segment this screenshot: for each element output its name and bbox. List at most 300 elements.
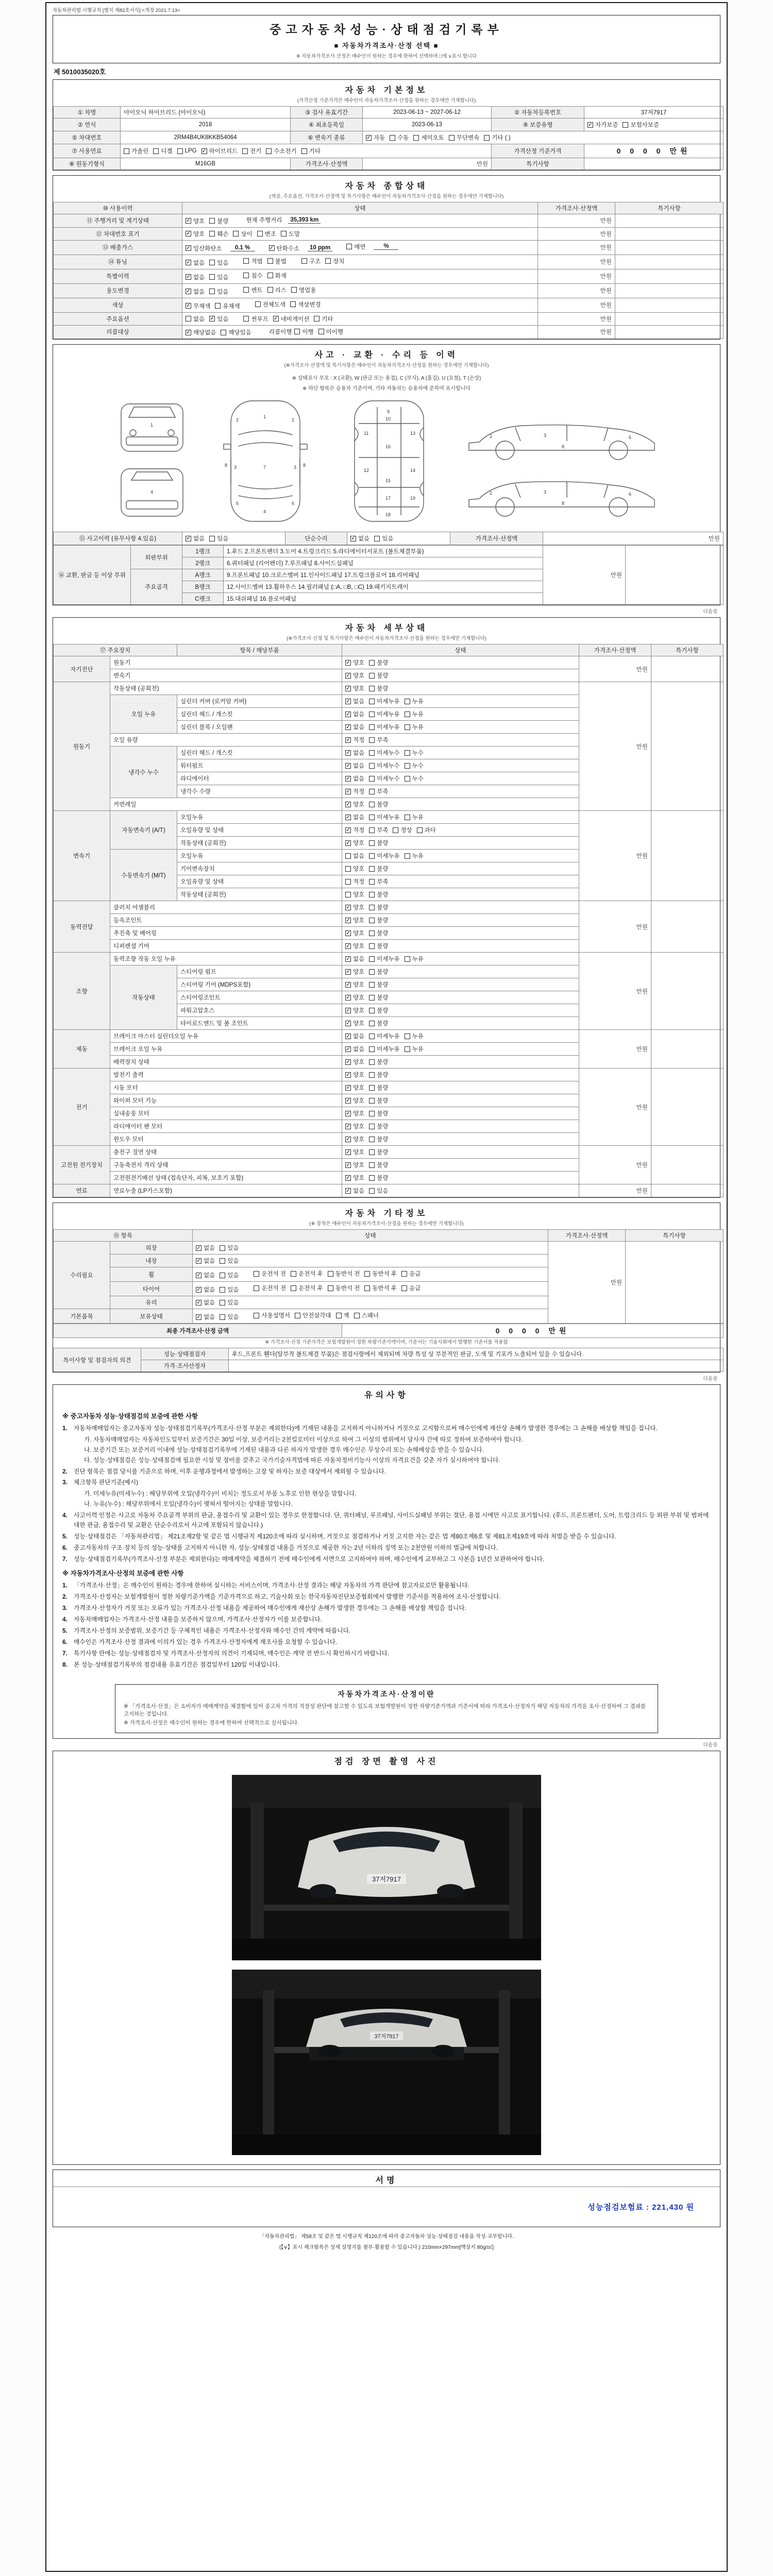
checkbox-label: 양호 <box>193 231 205 238</box>
option-group <box>345 735 393 744</box>
checkbox-option[interactable] <box>267 286 287 294</box>
checkbox-label: 없음 <box>204 1287 215 1293</box>
checkbox-icon <box>369 660 375 666</box>
accident-history-table <box>53 532 724 545</box>
checkbox-option[interactable] <box>328 1284 360 1292</box>
value-cell: 만원 <box>579 901 651 953</box>
checkbox-option[interactable] <box>295 1311 331 1319</box>
checkbox-option[interactable] <box>449 133 479 142</box>
checkbox-option[interactable] <box>405 710 424 718</box>
checkbox-option[interactable] <box>369 1174 388 1182</box>
value-cell: 충전구 절연 상태 <box>110 1146 342 1159</box>
checkbox-option[interactable] <box>369 658 388 667</box>
checkbox-label: 있음 <box>377 1188 389 1194</box>
checkbox-option[interactable] <box>413 133 444 142</box>
checkbox-option[interactable] <box>301 147 321 155</box>
checkbox-option[interactable] <box>369 1071 388 1079</box>
checkbox-option[interactable] <box>369 890 388 899</box>
checkbox-option[interactable] <box>405 749 424 757</box>
checkbox-icon <box>369 1059 375 1065</box>
checkbox-label: 구조 <box>309 258 321 265</box>
value-cell: 만원 <box>538 214 615 228</box>
checkbox-option[interactable] <box>345 774 364 783</box>
checkbox-option[interactable] <box>369 813 399 821</box>
checkbox-option[interactable] <box>369 710 399 718</box>
checkbox-option[interactable] <box>345 1109 364 1117</box>
checkbox-option[interactable] <box>243 286 262 294</box>
checkbox-option[interactable] <box>215 302 240 310</box>
checkbox-option[interactable] <box>220 1285 239 1294</box>
checkbox-option[interactable] <box>369 1083 388 1092</box>
checkbox-icon: ✓ <box>346 840 350 846</box>
checkbox-option[interactable] <box>267 272 287 280</box>
checkbox-option[interactable] <box>401 1269 421 1278</box>
next-page-link[interactable]: 다음장 <box>703 1742 717 1749</box>
option-group <box>345 903 393 912</box>
checkbox-option[interactable] <box>254 1269 286 1278</box>
checkbox-option[interactable] <box>369 1161 388 1169</box>
checkbox-icon <box>369 1033 375 1039</box>
checkbox-label: 없음 <box>193 260 205 266</box>
value-cell: 브레이크 오일 누유 <box>110 1043 342 1056</box>
checkbox-option[interactable] <box>345 1019 364 1027</box>
checkbox-option[interactable] <box>186 230 205 238</box>
checkbox-option[interactable] <box>369 1187 388 1195</box>
checkbox-option[interactable] <box>369 903 388 911</box>
checkbox-option[interactable] <box>369 993 388 1002</box>
svg-text:3: 3 <box>544 433 547 438</box>
value-cell <box>342 837 579 850</box>
checkbox-option[interactable] <box>186 273 205 281</box>
checkbox-option[interactable] <box>345 1148 364 1156</box>
checkbox-option[interactable] <box>345 903 364 911</box>
notice-item <box>62 1615 711 1624</box>
checkbox-option[interactable] <box>364 1284 397 1292</box>
checkbox-option[interactable] <box>484 133 510 142</box>
checkbox-icon: ✓ <box>346 1188 350 1194</box>
checkbox-label: 스패너 <box>361 1313 379 1319</box>
checkbox-icon: ✓ <box>186 218 191 224</box>
option-group <box>366 133 515 142</box>
checkbox-option[interactable] <box>369 942 388 950</box>
checkbox-label: 양호 <box>353 1124 365 1130</box>
checkbox-option[interactable] <box>345 890 364 899</box>
option-group <box>345 1083 393 1092</box>
checkbox-icon <box>405 711 410 717</box>
checkbox-option[interactable] <box>255 300 285 309</box>
checkbox-icon <box>243 273 249 278</box>
checkbox-option[interactable] <box>369 1045 399 1053</box>
checkbox-option[interactable] <box>345 1071 364 1079</box>
checkbox-option[interactable] <box>345 1032 364 1040</box>
checkbox-option[interactable] <box>196 1313 215 1321</box>
svg-text:3: 3 <box>234 465 237 470</box>
checkbox-option[interactable] <box>291 1269 323 1278</box>
checkbox-option[interactable] <box>345 839 364 847</box>
value-cell: 냉각수 수량 <box>177 785 342 798</box>
checkbox-option[interactable] <box>369 865 388 873</box>
checkbox-option[interactable] <box>369 955 399 963</box>
value-cell: 2RM4B4UK8KKB54064 <box>121 131 291 144</box>
svg-text:11: 11 <box>364 431 369 436</box>
checkbox-option[interactable] <box>301 257 321 265</box>
checkbox-option[interactable] <box>243 257 262 265</box>
option-group <box>345 980 393 989</box>
value-cell <box>193 1309 548 1324</box>
value-cell <box>342 1159 579 1172</box>
checkbox-option[interactable] <box>254 1284 286 1292</box>
document-title: 중고자동차성능·상태점검기록부 <box>270 23 503 36</box>
label-cell: ⑥ 변속기 종류 <box>291 131 363 144</box>
checkbox-option[interactable] <box>124 147 148 155</box>
checkbox-option[interactable] <box>369 1096 388 1105</box>
checkbox-option[interactable] <box>186 287 205 296</box>
checkbox-option[interactable] <box>369 877 388 886</box>
checkbox-label: 누수 <box>412 763 424 769</box>
checkbox-option[interactable] <box>209 259 228 267</box>
checkbox-option[interactable] <box>345 1135 364 1143</box>
checkbox-option[interactable] <box>220 1244 239 1252</box>
checkbox-icon <box>369 686 375 691</box>
checkbox-label: 불량 <box>377 1098 389 1104</box>
checkbox-icon <box>314 316 320 321</box>
checkbox-option[interactable] <box>405 955 424 963</box>
checkbox-icon: ✓ <box>346 904 350 910</box>
checkbox-option[interactable] <box>369 1109 388 1117</box>
checkbox-option[interactable] <box>623 121 659 129</box>
checkbox-option[interactable] <box>294 328 313 336</box>
label-cell: 가격조사·산정액 <box>291 158 363 170</box>
checkbox-option[interactable] <box>196 1271 215 1279</box>
checkbox-option[interactable] <box>369 1122 388 1130</box>
checkbox-option[interactable] <box>369 839 388 847</box>
notice-number: 3. <box>62 1479 68 1486</box>
option-group <box>345 787 393 796</box>
checkbox-option[interactable] <box>345 1045 364 1053</box>
checkbox-option[interactable] <box>374 534 393 543</box>
svg-text:16: 16 <box>385 444 391 449</box>
option-group <box>301 257 349 266</box>
checkbox-option[interactable] <box>350 534 369 543</box>
checkbox-option[interactable] <box>345 942 364 950</box>
option-group <box>350 534 398 543</box>
checkbox-option[interactable] <box>291 1284 323 1292</box>
checkbox-option[interactable] <box>369 800 388 808</box>
value-cell: 오일누유 <box>177 850 342 862</box>
checkbox-option[interactable] <box>177 148 197 154</box>
checkbox-icon <box>369 750 375 756</box>
value-cell <box>342 669 579 682</box>
label-cell: 2랭크 <box>182 557 224 569</box>
option-group <box>345 1031 428 1041</box>
checkbox-option[interactable] <box>345 993 364 1002</box>
checkbox-icon <box>281 231 287 236</box>
checkbox-icon <box>336 1313 342 1318</box>
checkbox-option[interactable] <box>186 217 205 225</box>
checkbox-option[interactable] <box>345 697 364 705</box>
checkbox-option[interactable] <box>369 852 399 860</box>
label-cell: 내장 <box>110 1255 193 1267</box>
checkbox-option[interactable] <box>369 1148 388 1156</box>
checkbox-option[interactable] <box>405 813 424 821</box>
checkbox-option[interactable] <box>345 980 364 989</box>
checkbox-option[interactable] <box>254 1311 290 1319</box>
checkbox-option[interactable] <box>186 302 210 310</box>
checkbox-option[interactable] <box>196 1257 215 1265</box>
checkbox-option[interactable] <box>281 230 300 238</box>
checkbox-option[interactable] <box>267 257 287 265</box>
value-cell <box>342 940 579 953</box>
checkbox-option[interactable] <box>369 968 388 976</box>
checkbox-option[interactable] <box>345 877 364 886</box>
value-cell <box>342 1094 579 1107</box>
next-page-link[interactable]: 다음장 <box>703 1376 717 1382</box>
checkbox-icon <box>369 827 375 833</box>
checkbox-option[interactable] <box>291 286 316 294</box>
label-cell: 작동상태 <box>110 965 177 1030</box>
checkbox-label: 불량 <box>377 982 389 988</box>
checkbox-option[interactable] <box>186 259 205 267</box>
checkbox-option[interactable] <box>345 1122 364 1130</box>
checkbox-icon <box>405 724 410 730</box>
checkbox-option[interactable] <box>345 800 364 808</box>
checkbox-option[interactable] <box>369 723 399 731</box>
checkbox-option[interactable] <box>369 749 399 757</box>
checkbox-option[interactable] <box>196 1298 215 1307</box>
checkbox-option[interactable] <box>209 287 228 296</box>
checkbox-label: 상이 <box>241 231 253 238</box>
option-group <box>186 287 233 296</box>
checkbox-option[interactable] <box>220 1271 239 1279</box>
checkbox-option[interactable] <box>369 787 388 795</box>
checkbox-option[interactable] <box>369 736 388 744</box>
checkbox-option[interactable] <box>405 1045 424 1053</box>
checkbox-option[interactable] <box>345 787 364 795</box>
checkbox-option[interactable] <box>393 826 412 834</box>
checkbox-option[interactable] <box>153 147 172 155</box>
checkbox-option[interactable] <box>364 1269 397 1278</box>
checkbox-option[interactable] <box>290 300 321 309</box>
checkbox-option[interactable] <box>369 929 388 937</box>
checkbox-option[interactable] <box>354 1311 379 1319</box>
checkbox-option[interactable] <box>325 257 344 265</box>
checkbox-option[interactable] <box>209 315 228 323</box>
checkbox-label: 하이브리드 <box>209 148 238 155</box>
option-group <box>186 534 233 543</box>
section-signature <box>53 2170 720 2227</box>
value-cell <box>342 721 579 734</box>
checkbox-option[interactable] <box>242 147 261 155</box>
checkbox-option[interactable] <box>369 826 388 834</box>
checkbox-option[interactable] <box>417 826 436 834</box>
checkbox-icon <box>369 905 375 910</box>
label-cell: 가격조사·산정액 <box>538 202 615 214</box>
checkbox-option[interactable] <box>220 1313 239 1321</box>
checkbox-option[interactable] <box>405 1032 424 1040</box>
checkbox-label: 기타 <box>322 316 333 323</box>
svg-text:17: 17 <box>385 496 391 501</box>
checkbox-option[interactable] <box>345 852 364 860</box>
value-cell <box>342 785 579 798</box>
car-diagram-underbody-frame <box>335 397 443 526</box>
checkbox-option[interactable] <box>345 955 364 963</box>
option-group <box>345 1006 393 1015</box>
option-group <box>196 1256 243 1265</box>
checkbox-option[interactable] <box>201 147 238 155</box>
checkbox-option[interactable] <box>318 328 343 336</box>
checkbox-option[interactable] <box>390 133 409 142</box>
checkbox-option[interactable] <box>369 1058 388 1066</box>
checkbox-icon <box>364 1271 370 1277</box>
checkbox-option[interactable] <box>328 1269 360 1278</box>
checkbox-option[interactable] <box>405 723 424 731</box>
option-group <box>254 1283 425 1293</box>
checkbox-option[interactable] <box>196 1285 215 1294</box>
checkbox-label: 양호 <box>353 969 365 975</box>
checkbox-option[interactable] <box>273 315 310 323</box>
checkbox-option[interactable] <box>369 761 399 770</box>
option-group <box>124 146 325 156</box>
label-cell: 색상 <box>54 298 182 312</box>
value-cell: 라디에이터 팬 모터 <box>110 1120 342 1133</box>
checkbox-option[interactable] <box>209 217 228 225</box>
checkbox-option[interactable] <box>209 534 228 543</box>
checkbox-option[interactable] <box>345 671 364 680</box>
checkbox-label: 불량 <box>377 1111 389 1117</box>
checkbox-option[interactable] <box>345 749 364 757</box>
value-cell <box>626 546 724 605</box>
checkbox-option[interactable] <box>345 723 364 731</box>
checkbox-option[interactable] <box>405 761 424 770</box>
checkbox-option[interactable] <box>345 736 364 744</box>
checkbox-option[interactable] <box>345 813 364 821</box>
inline-label: 리콜이행 <box>268 329 292 335</box>
checkbox-option[interactable] <box>257 230 276 238</box>
checkbox-option[interactable] <box>345 1161 364 1169</box>
checkbox-option[interactable] <box>345 1083 364 1092</box>
inspection-photo-lift <box>232 1970 541 2155</box>
checkbox-icon: ✓ <box>346 788 350 794</box>
checkbox-icon: ✓ <box>346 1084 350 1091</box>
checkbox-option[interactable] <box>345 1187 364 1195</box>
checkbox-option[interactable] <box>221 328 251 336</box>
checkbox-option[interactable] <box>345 916 364 924</box>
checkbox-label: 미세누유 <box>377 1033 400 1040</box>
checkbox-option[interactable] <box>220 1257 239 1265</box>
checkbox-option[interactable] <box>405 774 424 783</box>
checkbox-option[interactable] <box>345 929 364 937</box>
checkbox-option[interactable] <box>269 244 299 252</box>
checkbox-option[interactable] <box>186 328 216 336</box>
checkbox-option[interactable] <box>345 826 364 834</box>
checkbox-option[interactable] <box>186 534 205 543</box>
checkbox-option[interactable] <box>220 1298 239 1307</box>
checkbox-option[interactable] <box>405 852 424 860</box>
checkbox-option[interactable] <box>345 1058 364 1066</box>
checkbox-icon <box>369 853 375 859</box>
checkbox-icon <box>220 1245 225 1251</box>
value-cell: 오일유량 및 상태 <box>177 875 342 888</box>
checkbox-option[interactable] <box>243 315 268 323</box>
checkbox-option[interactable] <box>405 697 424 705</box>
checkbox-option[interactable] <box>345 1006 364 1014</box>
checkbox-option[interactable] <box>345 761 364 770</box>
checkbox-option[interactable] <box>345 865 364 873</box>
value-cell <box>342 1107 579 1120</box>
option-group <box>345 1134 393 1144</box>
label-cell: 유리 <box>110 1296 193 1309</box>
checkbox-option[interactable] <box>186 315 205 323</box>
checkbox-option[interactable] <box>369 1032 399 1040</box>
checkbox-option[interactable] <box>369 916 388 924</box>
checkbox-option[interactable] <box>209 273 228 281</box>
checkbox-icon <box>294 329 300 334</box>
checkbox-icon: ✓ <box>201 148 207 154</box>
checkbox-option[interactable] <box>369 1019 388 1027</box>
checkbox-option[interactable] <box>366 133 385 142</box>
checkbox-option[interactable] <box>345 684 364 692</box>
checkbox-option[interactable] <box>336 1311 349 1319</box>
checkbox-label: 미세누유 <box>377 956 400 962</box>
value-cell <box>342 747 579 759</box>
checkbox-icon: ✓ <box>346 1097 350 1104</box>
value-cell <box>193 1282 548 1296</box>
checkbox-option[interactable] <box>196 1244 215 1252</box>
notice-number: 6. <box>62 1638 68 1646</box>
checkbox-option[interactable] <box>587 121 618 129</box>
checkbox-option[interactable] <box>345 1174 364 1182</box>
checkbox-option[interactable] <box>369 980 388 989</box>
next-page-link[interactable]: 다음장 <box>703 609 717 615</box>
checkbox-label: 운전석 후 <box>298 1271 323 1277</box>
checkbox-option[interactable] <box>345 1096 364 1105</box>
checkbox-option[interactable] <box>369 684 388 692</box>
section-title: 자동차 기타정보 <box>345 1209 428 1218</box>
label-cell: 특기사항 <box>651 645 724 656</box>
checkbox-option[interactable] <box>401 1284 421 1292</box>
value-cell <box>342 875 579 888</box>
checkbox-option[interactable] <box>314 315 333 323</box>
checkbox-option[interactable] <box>209 230 228 238</box>
checkbox-option[interactable] <box>369 1135 388 1143</box>
checkbox-option[interactable] <box>369 697 399 705</box>
document-page <box>45 2 728 2572</box>
checkbox-option[interactable] <box>243 272 262 280</box>
checkbox-option[interactable] <box>369 1006 388 1014</box>
value-cell <box>342 1133 579 1146</box>
notice-number: 8. <box>62 1660 68 1668</box>
checkbox-option[interactable] <box>233 230 252 238</box>
checkbox-option[interactable] <box>186 244 222 252</box>
checkbox-label: 양호 <box>353 1137 365 1143</box>
checkbox-option[interactable] <box>346 243 365 251</box>
document-number: 제 5010035020호 <box>54 68 106 76</box>
checkbox-option[interactable] <box>345 968 364 976</box>
value-cell: 고전원전기배선 상태 (접속단자, 피복, 보호기 포함) <box>110 1172 342 1184</box>
label-cell: 상태 <box>193 1230 548 1242</box>
checkbox-option[interactable] <box>345 710 364 718</box>
checkbox-icon <box>369 840 375 846</box>
checkbox-option[interactable] <box>369 774 399 783</box>
checkbox-label: 양호 <box>353 995 365 1001</box>
checkbox-icon <box>254 1285 259 1291</box>
checkbox-label: 누유 <box>412 853 424 859</box>
label-cell: ⑨ 보증유형 <box>492 118 584 131</box>
other-info-mount <box>53 1229 720 1324</box>
checkbox-option[interactable] <box>345 658 364 667</box>
checkbox-option[interactable] <box>369 671 388 680</box>
checkbox-option[interactable] <box>266 147 296 155</box>
